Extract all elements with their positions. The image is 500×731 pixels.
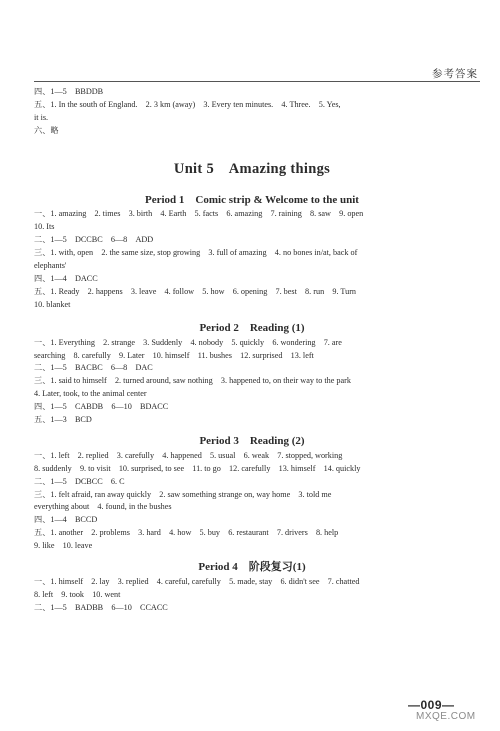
period-title: Period 3 Reading (2) — [199, 434, 305, 447]
answer-line: 三、1. said to himself 2. turned around, saw nothing 3. happened to, on their way to the park — [34, 376, 351, 386]
answer-line: 六、略 — [34, 125, 59, 135]
period-title: Period 4 阶段复习(1) — [198, 561, 306, 574]
answer-line: 二、1—5 DCBCC 6. C — [34, 476, 125, 486]
page-header: 参考答案 — [432, 69, 478, 80]
prev-unit-answers — [34, 86, 470, 138]
answer-line: 8. left 9. took 10. went — [34, 589, 121, 599]
period-title: Period 1 Comic strip & Welcome to the unit — [145, 193, 359, 206]
answer-line: 四、1—4 DACC — [34, 273, 98, 283]
period-1 — [34, 194, 470, 312]
header-rule — [34, 81, 480, 82]
answer-line: 4. Later, took, to the animal center — [34, 389, 147, 399]
watermark-logo: MXQE.COM — [416, 711, 476, 722]
answer-line: 五、1. In the south of England. 2. 3 km (away) 3. Every ten minutes. 4. Three. 5. Yes, — [34, 99, 341, 109]
answer-line: 五、1. Ready 2. happens 3. leave 4. follow 5. how 6. opening 7. best 8. run 9. Turn — [34, 286, 357, 296]
answer-line: 五、1. another 2. problems 3. hard 4. how 5. buy 6. restaurant 7. drivers 8. help — [34, 528, 339, 538]
answer-line: everything about 4. found, in the bushes — [34, 502, 172, 512]
period-3 — [34, 435, 470, 553]
unit-title: Unit 5 Amazing things — [173, 160, 331, 177]
answer-line: 10. blanket — [34, 299, 71, 309]
answer-line: 一、1. himself 2. lay 3. replied 4. careful, carefully 5. made, stay 6. didn't see 7. chatted — [34, 577, 360, 586]
answer-line: elephants' — [34, 261, 67, 271]
answer-line: it is. — [34, 112, 49, 122]
answer-line: 一、1. Everything 2. strange 3. Suddenly 4. nobody 5. quickly 6. wondering 7. are — [34, 337, 342, 347]
answer-line: 三、1. felt afraid, ran away quickly 2. saw something strange on, way home 3. told me — [34, 489, 332, 499]
period-2 — [34, 322, 470, 427]
period-4 — [34, 561, 470, 615]
period-title: Period 2 Reading (1) — [199, 321, 305, 334]
answer-line: 二、1—5 BADBB 6—10 CCACC — [34, 602, 168, 612]
answer-line: 9. like 10. leave — [34, 541, 93, 551]
answer-line: 一、1. left 2. replied 3. carefully 4. happened 5. usual 6. weak 7. stopped, working — [34, 450, 343, 460]
page-number: —009— — [408, 698, 455, 712]
answer-line: 四、1—4 BCCD — [34, 515, 98, 525]
answer-content — [34, 86, 470, 615]
answer-line: 三、1. with, open 2. the same size, stop growing 3. full of amazing 4. no bones in/at, back of — [34, 248, 358, 258]
answer-line: searching 8. carefully 9. Later 10. himself 11. bushes 12. surprised 13. left — [34, 350, 314, 360]
answer-line: 10. Its — [34, 222, 55, 232]
answer-line: 五、1—3 BCD — [34, 415, 92, 425]
answer-line: 四、1—5 CABDB 6—10 BDACC — [34, 402, 169, 412]
answer-line: 二、1—5 DCCBC 6—8 ADD — [34, 235, 154, 245]
answer-line: 四、1—5 BBDDB — [34, 87, 104, 96]
answer-line: 8. suddenly 9. to visit 10. surprised, to see 11. to go 12. carefully 13. himself 14. quickly — [34, 463, 361, 473]
answer-line: 二、1—5 BACBC 6—8 DAC — [34, 363, 153, 373]
answer-line: 一、1. amazing 2. times 3. birth 4. Earth 5. facts 6. amazing 7. raining 8. saw 9. open — [34, 209, 364, 219]
